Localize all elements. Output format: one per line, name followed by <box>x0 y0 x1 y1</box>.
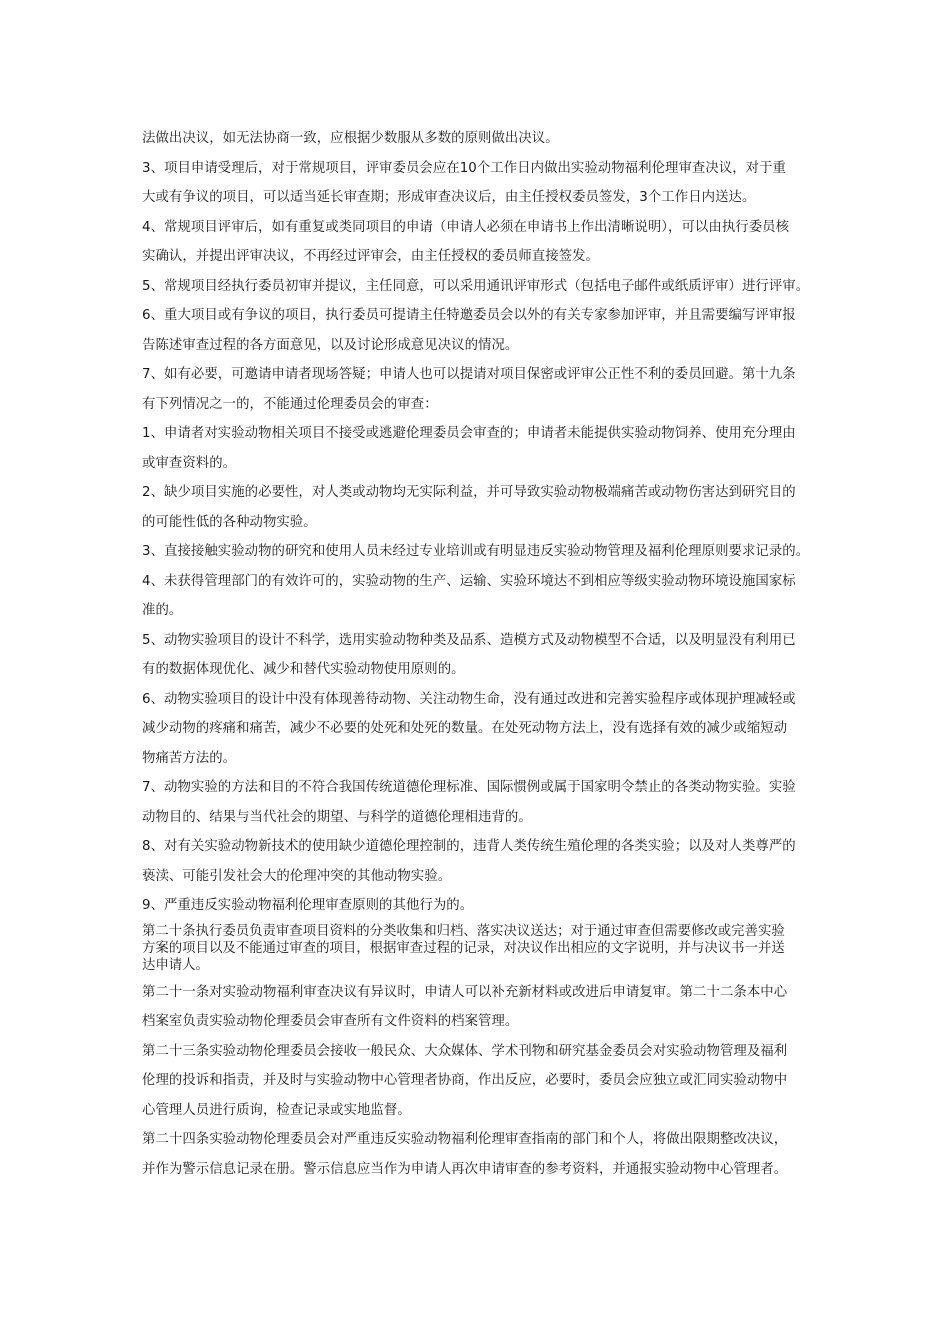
paragraph-line: 2、缺少项目实施的必要性，对人类或动物均无实际利益，并可导致实验动物极端痛苦或动物伤害达到研究目的 <box>142 485 796 500</box>
paragraph-line: 物痛苦方法的。 <box>142 750 237 766</box>
paragraph-line: 3、项目申请受理后，对于常规项目，评审委员会应在10个工作日内做出实验动物福利伦理审查决议，对于重 <box>142 160 786 176</box>
paragraph-line: 3、直接接触实验动物的研究和使用人员未经过专业培训或有明显违反实验动物管理及福利伦理原则要求记录的。 <box>142 544 810 559</box>
paragraph-line: 4、未获得管理部门的有效许可的，实验动物的生产、运输、实验环境达不到相应等级实验动物环境设施国家标 <box>142 573 796 589</box>
paragraph-line: 或审查资料的。 <box>142 455 237 471</box>
paragraph-line: 第二十三条实验动物伦理委员会接收一般民众、大众媒体、学术刊物和研究基金委员会对实验动物管理及福利 <box>142 1043 788 1059</box>
paragraph-line: 4、常规项目评审后，如有重复或类同项目的申请（申请人必须在申请书上作出清晰说明），可以由执行委员核 <box>142 219 790 235</box>
paragraph-line: 第二十四条实验动物伦理委员会对严重违反实验动物福利伦理审查指南的部门和个人，将做出限期整改决议， <box>142 1132 788 1147</box>
paragraph-line: 达申请人。 <box>142 957 209 973</box>
paragraph-line: 7、动物实验的方法和目的不符合我国传统道德伦理标准、国际惯例或属于国家明令禁止的各类动物实验。实验 <box>142 780 796 795</box>
paragraph-line: 方案的项目以及不能通过审查的项目，根据审查过程的记录，对决议作出相应的文字说明，并与决议书一并送 <box>142 940 785 956</box>
paragraph-line: 6、重大项目或有争议的项目，执行委员可提请主任特邀委员会以外的有关专家参加评审，并且需要编写评审报 <box>142 308 796 323</box>
paragraph-line: 有下列情况之一的，不能通过伦理委员会的审查： <box>142 396 438 412</box>
paragraph-line: 准的。 <box>142 603 183 618</box>
paragraph-line: 实确认，并提出评审决议，不再经过评审会，由主任授权的委员师直接签发。 <box>142 249 599 264</box>
article-twenty <box>142 923 818 974</box>
paragraph-line: 心管理人员进行质询，检查记录或实地监督。 <box>142 1102 411 1118</box>
document-page <box>142 124 818 1184</box>
paragraph-line: 档案室负责实验动物伦理委员会审查所有文件资料的档案管理。 <box>142 1014 519 1029</box>
paragraph-line: 5、动物实验项目的设计不科学，选用实验动物种类及品系、造模方式及动物模型不合适，以及明显没有利用已 <box>142 632 796 648</box>
paragraph-line: 有的数据体现优化、减少和替代实验动物使用原则的。 <box>142 662 465 677</box>
paragraph-line: 法做出决议，如无法协商一致，应根据少数服从多数的原则做出决议。 <box>142 131 559 146</box>
paragraph-line: 第二十条执行委员负责审查项目资料的分类收集和归档、落实决议送达；对于通过审查但需要修改或完善实验 <box>142 923 785 939</box>
paragraph-line: 减少动物的疼痛和痛苦，减少不必要的处死和处死的数量。在处死动物方法上，没有选择有效的减少或缩短动 <box>142 721 788 736</box>
paragraph-line: 并作为警示信息记录在册。警示信息应当作为申请人再次申请审查的参考资料，并通报实验动物中心管理者。 <box>142 1161 788 1177</box>
paragraph-line: 5、常规项目经执行委员初审并提议，主任同意，可以采用通讯评审形式（包括电子邮件或纸质评审）进行评审。 <box>142 278 810 294</box>
paragraph-line: 亵渎、可能引发社会大的伦理冲突的其他动物实验。 <box>142 868 452 884</box>
paragraph-line: 的可能性低的各种动物实验。 <box>142 514 317 530</box>
paragraph-line: 9、严重违反实验动物福利伦理审查原则的其他行为的。 <box>142 898 474 913</box>
paragraph-line: 伦理的投诉和指责，并及时与实验动物中心管理者协商，作出反应，必要时，委员会应独立或汇同实验动物中 <box>142 1073 788 1088</box>
paragraph-line: 8、对有关实验动物新技术的使用缺少道德伦理控制的，违背人类传统生殖伦理的各类实验；以及对人类尊严的 <box>142 839 796 854</box>
paragraph-line: 7、如有必要，可邀请申请者现场答疑；申请人也可以提请对项目保密或评审公正性不利的委员回避。第十九条 <box>142 367 796 382</box>
paragraph-line: 告陈述审查过程的各方面意见，以及讨论形成意见决议的情况。 <box>142 337 519 353</box>
paragraph-line: 第二十一条对实验动物福利审查决议有异议时，申请人可以补充新材料或改进后申请复审。第二十二条本中心 <box>142 984 788 1000</box>
paragraph-line: 1、申请者对实验动物相关项目不接受或逃避伦理委员会审查的；申请者未能提供实验动物饲养、使用充分理由 <box>142 426 796 441</box>
paragraph-line: 6、动物实验项目的设计中没有体现善待动物、关注动物生命，没有通过改进和完善实验程序或体现护理减轻或 <box>142 691 796 707</box>
paragraph-line: 动物目的、结果与当代社会的期望、与科学的道德伦理相违背的。 <box>142 809 532 825</box>
paragraph-line: 大或有争议的项目，可以适当延长审查期；形成审查决议后，由主任授权委员签发，3个工作日内送达。 <box>142 190 756 205</box>
